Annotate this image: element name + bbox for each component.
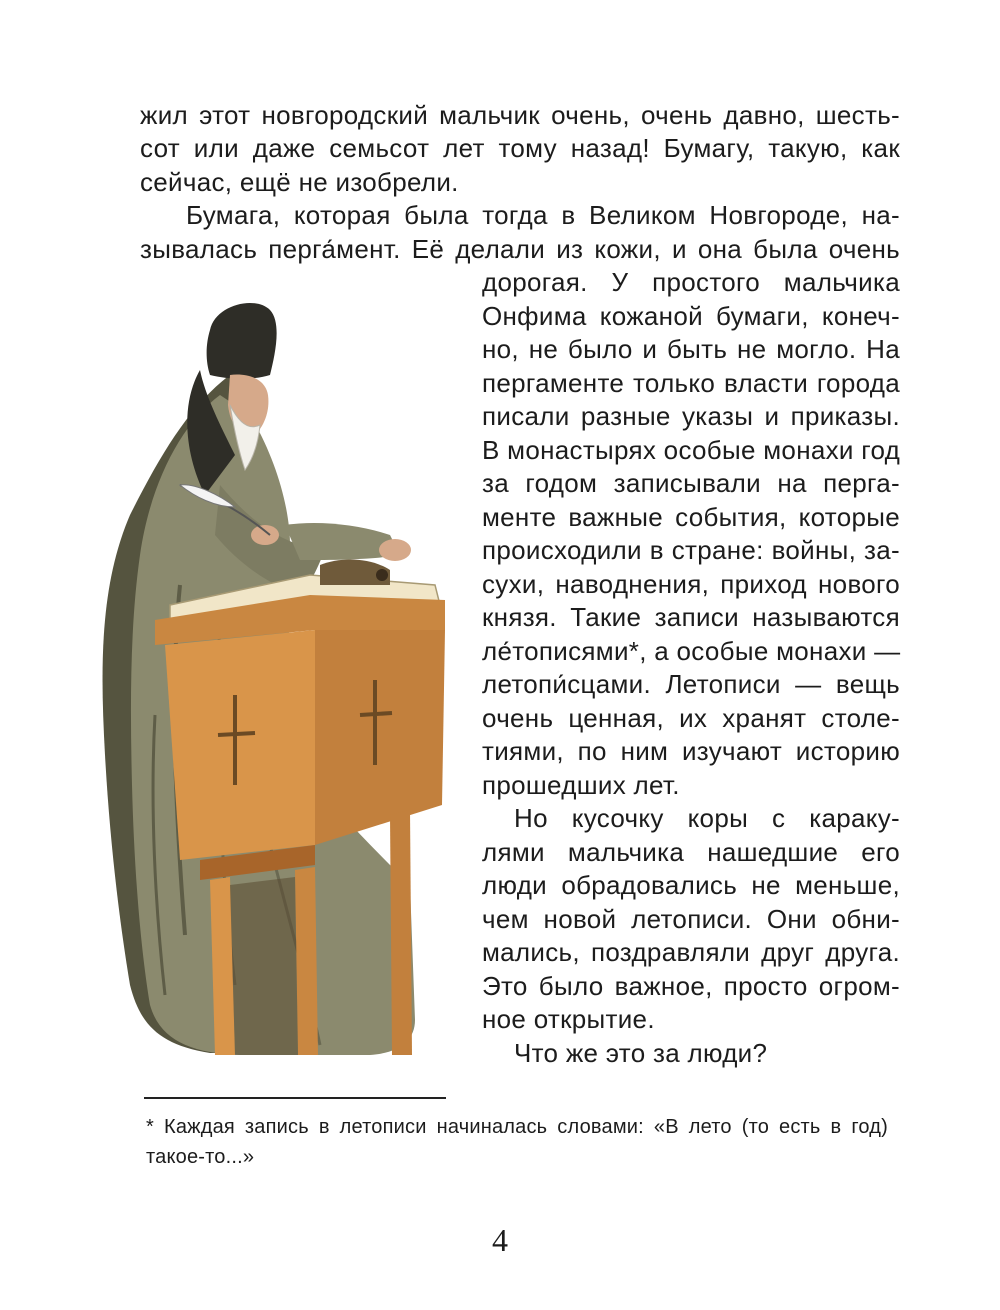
text-line: сейчас, ещё не изобрели. [140, 167, 459, 197]
text-line: ное открытие. [482, 1004, 655, 1034]
footnote-rule [144, 1097, 446, 1099]
page-number: 4 [492, 1222, 508, 1258]
text-line: люди обрадовались не меньше, [482, 870, 900, 900]
footnote-line: * Каждая запись в летописи начиналась словами: «В лето (то есть в год) [146, 1116, 888, 1138]
text-line: прошедших лет. [482, 770, 680, 800]
text-line: зывалась перга́мент. Её делали из кожи, и она была очень [140, 234, 900, 264]
text-line: Это было важное, просто огром- [482, 971, 900, 1001]
text-line: происходили в стране: войны, за- [482, 535, 900, 565]
text-line: Но кусочку коры с караку- [514, 803, 900, 833]
text-line: сухи, наводнения, приход нового [482, 569, 900, 599]
text-line: очень ценная, их хранят столе- [482, 703, 900, 733]
text-line: дорогая. У простого мальчика [482, 267, 900, 297]
text-line: за годом записывали на перга- [482, 468, 900, 498]
text-line: Онфима кожаной бумаги, конеч- [482, 301, 900, 331]
text-line: писали разные указы и приказы. [482, 401, 900, 431]
text-line: лями мальчика нашедшие его [482, 837, 900, 867]
text-line: летопи́сцами. Летописи — вещь [482, 669, 900, 699]
text-line: жил этот новгородский мальчик очень, очень давно, шесть- [140, 100, 900, 130]
text-line: сот или даже семьсот лет тому назад! Бумагу, такую, как [140, 133, 900, 163]
text-line: мались, поздравляли друг друга. [482, 937, 900, 967]
text-line: тиями, по ним изучают историю [482, 736, 900, 766]
text-line: князя. Такие записи называются [482, 602, 900, 632]
text-line: Бумага, которая была тогда в Великом Новгороде, на- [186, 200, 900, 230]
text-line: чем новой летописи. Они обни- [482, 904, 900, 934]
monk-chronicler-illustration [70, 285, 470, 1060]
text-line: В монастырях особые монахи год [482, 435, 901, 465]
text-line: но, не было и быть не могло. На [482, 334, 900, 364]
footnote-line: такое-то...» [146, 1146, 255, 1168]
text-line: Что же это за люди? [514, 1038, 768, 1068]
text-line: пергаменте только власти города [482, 368, 900, 398]
text-line: ле́тописями*, а особые монахи — [482, 636, 901, 666]
text-line: менте важные события, которые [482, 502, 900, 532]
